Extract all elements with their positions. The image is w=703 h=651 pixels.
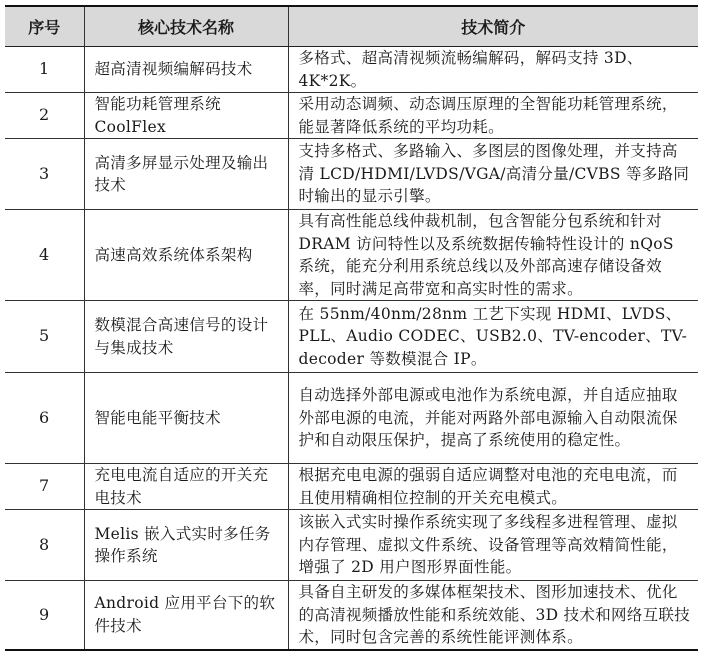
row-tech-description: 具有高性能总线仲裁机制，包含智能分包系统和针对 DRAM 访问特性以及系统数据传输特性设计的 nQoS 系统，能充分利用系统总线以及外部高速存储设备效率，同时满足高带宽和高实时性的需求。 (288, 210, 698, 301)
table-header-row (5, 6, 698, 47)
row-tech-name: 充电电流自适应的开关充电技术 (84, 464, 288, 510)
header-tech-name: 核心技术名称 (84, 6, 288, 47)
table-row (5, 139, 698, 210)
row-index: 2 (5, 93, 84, 139)
row-tech-name: 数模混合高速信号的设计与集成技术 (84, 301, 288, 373)
row-tech-name: 超高清视频编解码技术 (84, 47, 288, 93)
table-row (5, 47, 698, 93)
row-index: 1 (39, 59, 50, 79)
table-row (5, 581, 698, 650)
table-row (5, 93, 698, 139)
table-row (5, 510, 698, 581)
header-tech-description: 技术简介 (288, 6, 698, 47)
row-index: 4 (5, 210, 84, 301)
table-row (5, 373, 698, 464)
row-tech-name: 智能电能平衡技术 (84, 373, 288, 464)
row-tech-description: 该嵌入式实时操作系统实现了多线程多进程管理、虚拟内存管理、虚拟文件系统、设备管理等高效精简性能，增强了 2D 用户图形界面性能。 (288, 510, 698, 581)
table-body (5, 47, 698, 650)
row-index: 9 (5, 581, 84, 650)
table-row (5, 210, 698, 301)
row-tech-description: 自动选择外部电源或电池作为系统电源，并自适应抽取外部电源的电流，并能对两路外部电源输入自动限流保护和自动限压保护，提高了系统使用的稳定性。 (288, 373, 698, 464)
row-tech-name: 高速高效系统体系架构 (84, 210, 288, 301)
row-tech-description: 采用动态调频、动态调压原理的全智能功耗管理系统，能显著降低系统的平均功耗。 (288, 93, 698, 139)
row-tech-description: 具备自主研发的多媒体框架技术、图形加速技术、优化的高清视频播放性能和系统效能、3D 技术和网络互联技术，同时包含完善的系统性能评测体系。 (288, 581, 698, 650)
table-row (5, 301, 698, 373)
table-row (5, 464, 698, 510)
row-tech-description: 根据充电电源的强弱自适应调整对电池的充电电流，而且使用精确相位控制的开关充电模式。 (288, 464, 698, 510)
row-tech-name: 智能功耗管理系统 CoolFlex (84, 93, 288, 139)
row-index: 6 (5, 373, 84, 464)
header-index: 序号 (5, 6, 84, 47)
row-index: 7 (5, 464, 84, 510)
core-technology-table (5, 5, 698, 651)
row-tech-name: 高清多屏显示处理及输出技术 (84, 139, 288, 210)
row-tech-description: 多格式、超高清视频流畅编解码，解码支持 3D、4K*2K。 (288, 47, 698, 93)
row-tech-description: 在 55nm/40nm/28nm 工艺下实现 HDMI、LVDS、PLL、Audio CODEC、USB2.0、TV-encoder、TV-decoder 等数模混合 IP。 (288, 301, 698, 373)
row-index: 5 (5, 301, 84, 373)
row-index: 8 (5, 510, 84, 581)
row-index: 3 (5, 139, 84, 210)
row-tech-description: 支持多格式、多路输入、多图层的图像处理，并支持高清 LCD/HDMI/LVDS/VGA/高清分量/CVBS 等多路同时输出的显示引擎。 (288, 139, 698, 210)
row-tech-name: Android 应用平台下的软件技术 (84, 581, 288, 650)
row-tech-name: Melis 嵌入式实时多任务操作系统 (84, 510, 288, 581)
